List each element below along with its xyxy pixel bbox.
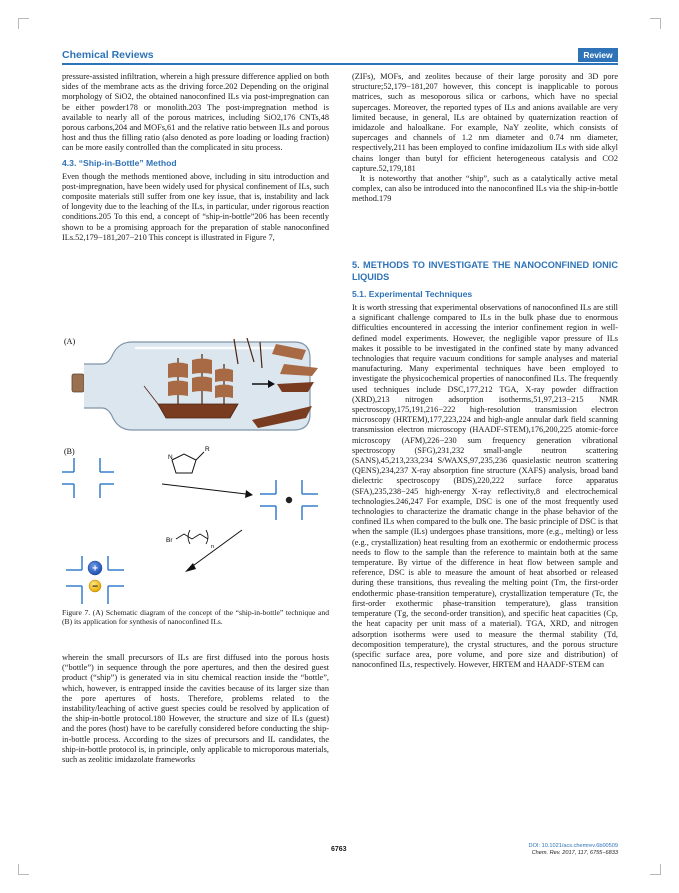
haloalkane-molecule [166, 530, 214, 550]
paragraph: pressure-assisted infiltration, wherein a high pressure difference applied on both sides of the membrane acts as the driving force.202 Depending on the original morphology of SiO2, the obtained nanoconfined ILs via post-impregnation can be either powder178 or monolith.203 The post-impregnation method is available to nearly all of the porous matrices, including SiO2,176 CNTs,48 porous carbons,204 and MOFs,61 and the relative ratio between ILs and porous host and thus the filling ratio (also denoted as pore loading or loading fraction) can be more easily controlled than the complicated in situ process. [62, 72, 329, 153]
right-column-top [352, 72, 618, 205]
nitrogen-label: N [168, 454, 173, 461]
r-group-label: R [205, 446, 210, 453]
cation-sign: + [92, 563, 98, 575]
section-heading-5-1: 5.1. Experimental Techniques [352, 289, 473, 299]
paragraph: It is worth stressing that experimental observations of nanoconfined ILs are still a significant challenge compared to ILs in the bulk phase due to enormous difficulties encountered in accessing the interior confinement region in well-defined model experiments. However, the negligible vapor pressure of ILs makes it possible to be investigated in the confined state by many advanced technologies that require vacuum conditions for sample analyses and material manufacturing. Many experimental techniques have been employed to investigate the physicochemical properties of nanoconfined ILs. The frequently used techniques include DSC,177,212 TGA, X-ray powder diffraction (XRD),213 nitrogen adsorption isotherms,51,97,213−215 NMR spectroscopy,175,191,216−222 high-resolution transmission electron microscopy (HRTEM),177,223,224 and high-angle annular dark field scanning transmission electron microscopy (HAADF-STEM),176,200,225 atomic-force microscopy (AFM),226−230 sum frequency generation vibrational spectroscopy (SFG),231,232 small-angle neutron scattering (SANS),45,213,233,234 S/WAXS,97,235,236 quasielastic neutron scattering (QENS),234,237 X-ray absorption fine structure (XAFS) analysis, broad band dielectric spectroscopy (BDS),220,222 surface force apparatus (SFA),235,238−245 high-energy X-ray reflectivity,8 and electrochemical technologies.246,247 For example, DSC is one of the most frequently used technologies to characterize the dramatic change in the phase behavior of the confined ILs when compared to the bulk one. The basic principle of DSC is that when the sample (ILs) undergoes phase transitions, more (e.g., melting) or less (e.g., crystallization) heat resulting from an exothermic or endothermic process needs to flow to the sample than the reference to maintain both at the same temperature. By virtue of the difference in heat flow between sample and reference, DSC is able to measure the amount of heat absorbed or released during these transitions, thus revealing the melting point (Tm, the first-order endothermic phase-transition temperature), crystallization temperature (Tc, the first-order exothermic phase-transition temperature), glass transition temperature (Tg, the second-order transition), and specific heat capacities (Cp, the heat capacity per unit mass of a material). TGA, XRD, and nitrogen adsorption isotherms were used to measure the thermal stability (Td, decomposition temperature), the crystal structures, and the porous structure (specific surface area, pore volume, and pore size and distribution) of nanoconfined ILs, respectively. However, HRTEM and HAADF-STEM can [352, 303, 618, 670]
doi-link[interactable]: DOI: 10.1021/acs.chemrev.6b00509 [528, 843, 618, 849]
bromine-label: Br [166, 537, 173, 544]
footer-citation [529, 843, 618, 857]
header-rule [62, 63, 618, 65]
imidazole-dot [286, 497, 292, 503]
left-column-bottom [62, 653, 329, 765]
panel-b-label: (B) [64, 447, 75, 456]
section-heading-4-3: 4.3. “Ship-in-Bottle” Method [62, 157, 177, 168]
left-column-top [62, 72, 329, 243]
paragraph: It is noteworthy that another “ship”, such as a catalytically active metal complex, can also be introduced into the nanoconfined ILs via the ship-in-bottle method.179 [352, 174, 618, 204]
figure-7 [62, 334, 329, 634]
crop-mark-bottom-left [18, 864, 29, 875]
right-column-bottom [352, 303, 618, 670]
paragraph: Even though the methods mentioned above, including in situ introduction and post-impregnation, have been widely used for physical confinement of ILs, such composite materials still suffer from one key issue, that is, instability and lack of longevity due to the leaching of the ILs, in particular, under rigorous reaction conditions.205 To this end, a concept of “ship-in-bottle”206 has been recently shown to be a promising approach for the preparation of stable nanoconfined ILs.52,179−181,207−210 This concept is illustrated in Figure 7, [62, 171, 329, 242]
section-5-headings [352, 248, 618, 303]
journal-citation: Chem. Rev. 2017, 117, 6755−6833 [531, 850, 618, 856]
imidazole-molecule [168, 446, 210, 473]
panel-a-label: (A) [64, 337, 76, 346]
crop-mark-bottom-right [650, 864, 661, 875]
figure-caption: Figure 7. (A) Schematic diagram of the concept of the “ship-in-bottle” technique and (B) its application for synthesis of nanoconfined ILs. [62, 608, 329, 627]
arrow-to-pore [162, 484, 246, 494]
article-type-badge: Review [578, 48, 618, 62]
page-number: 6763 [331, 846, 347, 853]
crop-mark-top-left [18, 18, 29, 29]
subscript-n: n [211, 544, 215, 550]
section-heading-5: 5. METHODS TO INVESTIGATE THE NANOCONFINED IONIC LIQUIDS [352, 260, 618, 282]
paragraph: (ZIFs), MOFs, and zeolites because of their large porosity and 3D pore structure;52,179−181,207 however, this concept is inapplicable to porous matrices, such as mesoporous silica or carbons, which have no special supercages. Moreover, the reported types of ILs and anions available are very limited because, in general, ILs are obtained by quaternization reaction of imidazole and haloalkane. For example, NaY zeolite, which consists of supercages and channels of 1.2 nm diameter and 0.74 nm diameter, respectively,211 has been employed to confine imidazolium ILs with side alkyl chains longer than butyl for efficient heterogeneous catalysis and CO2 capture.52,179,181 [352, 72, 618, 173]
journal-title: Chemical Reviews [62, 49, 154, 61]
anion-sign: − [92, 581, 98, 593]
pore-frame-empty [62, 458, 114, 498]
cork [72, 374, 84, 392]
paragraph: wherein the small precursors of ILs are first diffused into the porous hosts (“bottle”) in sequence through the pore apertures, and then the desired guest product (“ship”) is generated via in situ chemical reaction inside the “bottle”, which, however, is entrapped inside the cavities because of its larger size than the pore apertures of hosts. Therefore, problems related to the instability/leaching of active guest species could be resolved by application of the ship-in-bottle protocol.180 However, the structure and size of ILs (guest) and the pores (host) have to be carefully considered before conducting the ship-in-bottle process. According to the sizes of precursors and IL candidates, the ship-in-bottle protocol is, in principle, only applicable to microporous materials, such as zeolitic imidazolate frameworks [62, 653, 329, 765]
crop-mark-top-right [650, 18, 661, 29]
figure-7-graphic [62, 334, 329, 604]
